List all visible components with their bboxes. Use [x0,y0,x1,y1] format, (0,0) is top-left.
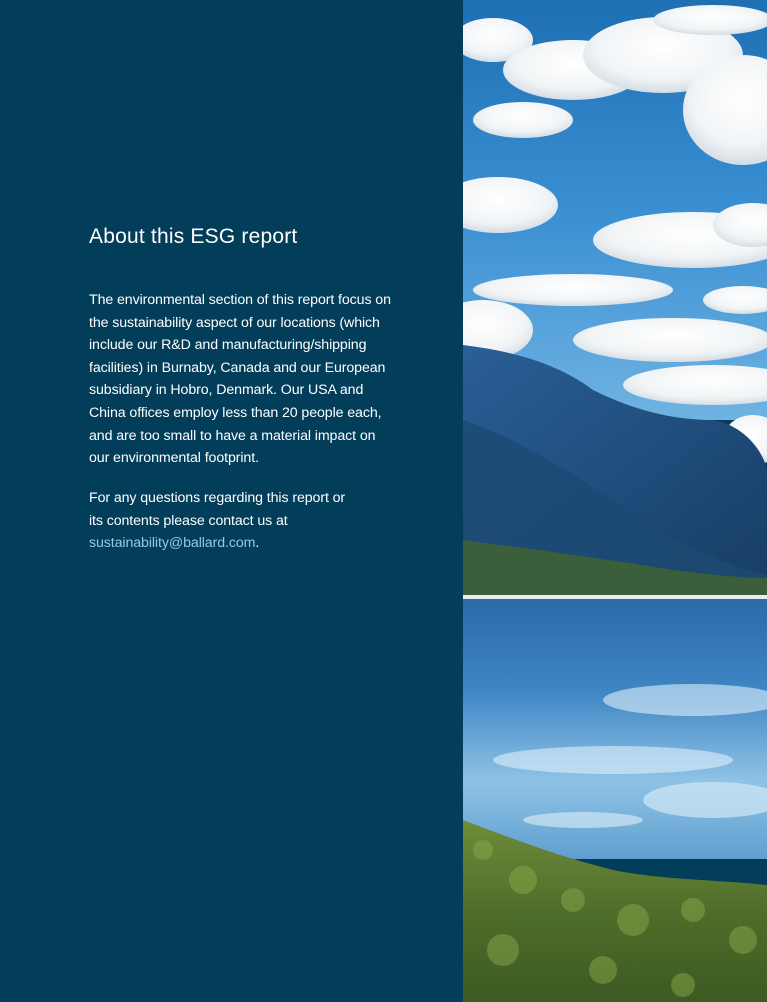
description-line: facilities) in Burnaby, Canada and our European [89,359,386,376]
description-line: and are too small to have a material impact on [89,427,376,444]
description-line: The environmental section of this report focus on [89,292,391,308]
description-line: subsidiary in Hobro, Denmark. Our USA and [89,382,364,399]
contact-email-link[interactable]: sustainability@ballard.com [89,535,256,552]
contact-paragraph [89,487,409,555]
contact-line: its contents please contact us at [89,512,288,529]
page-title: About this ESG report [89,225,298,248]
report-description [89,289,409,470]
description-line: the sustainability aspect of our locations (which [89,314,380,331]
contact-line: For any questions regarding this report or [89,490,346,506]
description-line: China offices employ less than 20 people each, [89,404,382,421]
water-line [463,595,767,599]
description-line: include our R&D and manufacturing/shipping [89,337,367,354]
contact-email-suffix: . [255,535,260,552]
contact-email-line [89,532,409,555]
landscape-photo [463,0,767,1002]
description-line: our environmental footprint. [89,450,259,467]
